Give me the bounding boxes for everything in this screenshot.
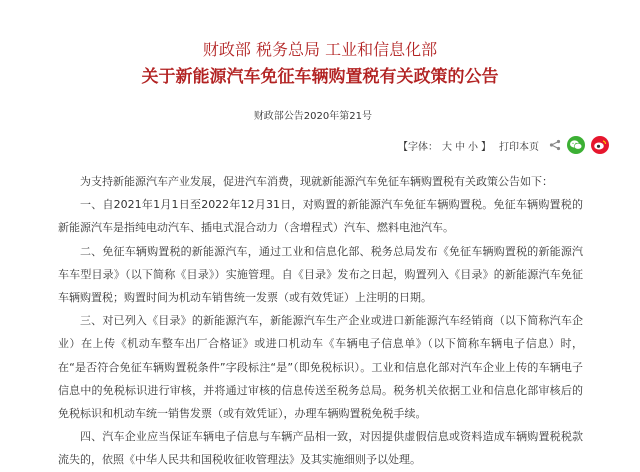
font-size-label: 【字体： (398, 141, 438, 153)
policy-paragraph-3: 三、对已列入《目录》的新能源汽车，新能源汽车生产企业或进口新能源汽车经销商（以下简称汽车企业）在上传《机动车整车出厂合格证》或进口机动车《车辆电子信息单》（以下简称车辆电子信息）时，在“是否符合免征车辆购置税条件”字段标注“是”（即免税标识）。工业和信息化部对汽车企业上传的车辆电子信息中的免税标识进行审核，并将通过审核的信息传送至税务总局。税务机关依据工业和信息化部审核后的免税标识和机动车统一销售发票（或有效凭证），办理车辆购置税免税手续。 (58, 314, 583, 421)
font-size-bracket: 】 (481, 141, 491, 153)
intro-paragraph: 为支持新能源汽车产业发展，促进汽车消费，现就新能源汽车免征车辆购置税有关政策公告如下： (80, 175, 553, 188)
font-size-large-link[interactable]: 大 (442, 141, 452, 153)
article-body (58, 170, 583, 472)
issuer-line: 财政部 税务总局 工业和信息化部 (202, 40, 438, 59)
wechat-icon[interactable] (567, 136, 585, 154)
weibo-icon[interactable] (591, 136, 609, 154)
policy-paragraph-4: 四、汽车企业应当保证车辆电子信息与车辆产品相一致，对因提供虚假信息或资料造成车辆购置税税款流失的，依照《中华人民共和国税收征收管理法》及其实施细则予以处理。 (58, 430, 583, 467)
page-title: 关于新能源汽车免征车辆购置税有关政策的公告 (141, 67, 499, 87)
share-icon[interactable] (549, 139, 561, 151)
font-size-small-link[interactable]: 小 (468, 141, 478, 153)
policy-paragraph-2: 二、免征车辆购置税的新能源汽车，通过工业和信息化部、税务总局发布《免征车辆购置税的新能源汽车车型目录》（以下简称《目录》）实施管理。自《目录》发布之日起，购置列入《目录》的新能源汽车免征车辆购置税；购置时间为机动车销售统一发票（或有效凭证）上注明的日期。 (58, 244, 583, 305)
policy-paragraph-1: 一、自2021年1月1日至2022年12月31日，对购置的新能源汽车免征车辆购置税。免征车辆购置税的新能源汽车是指纯电动汽车、插电式混合动力（含增程式）汽车、燃料电池汽车。 (58, 198, 583, 235)
document-number: 财政部公告2020年第21号 (253, 111, 372, 122)
font-size-medium-link[interactable]: 中 (455, 141, 465, 153)
article-toolbar (398, 135, 615, 155)
print-page-link[interactable]: 打印本页 (499, 141, 539, 153)
